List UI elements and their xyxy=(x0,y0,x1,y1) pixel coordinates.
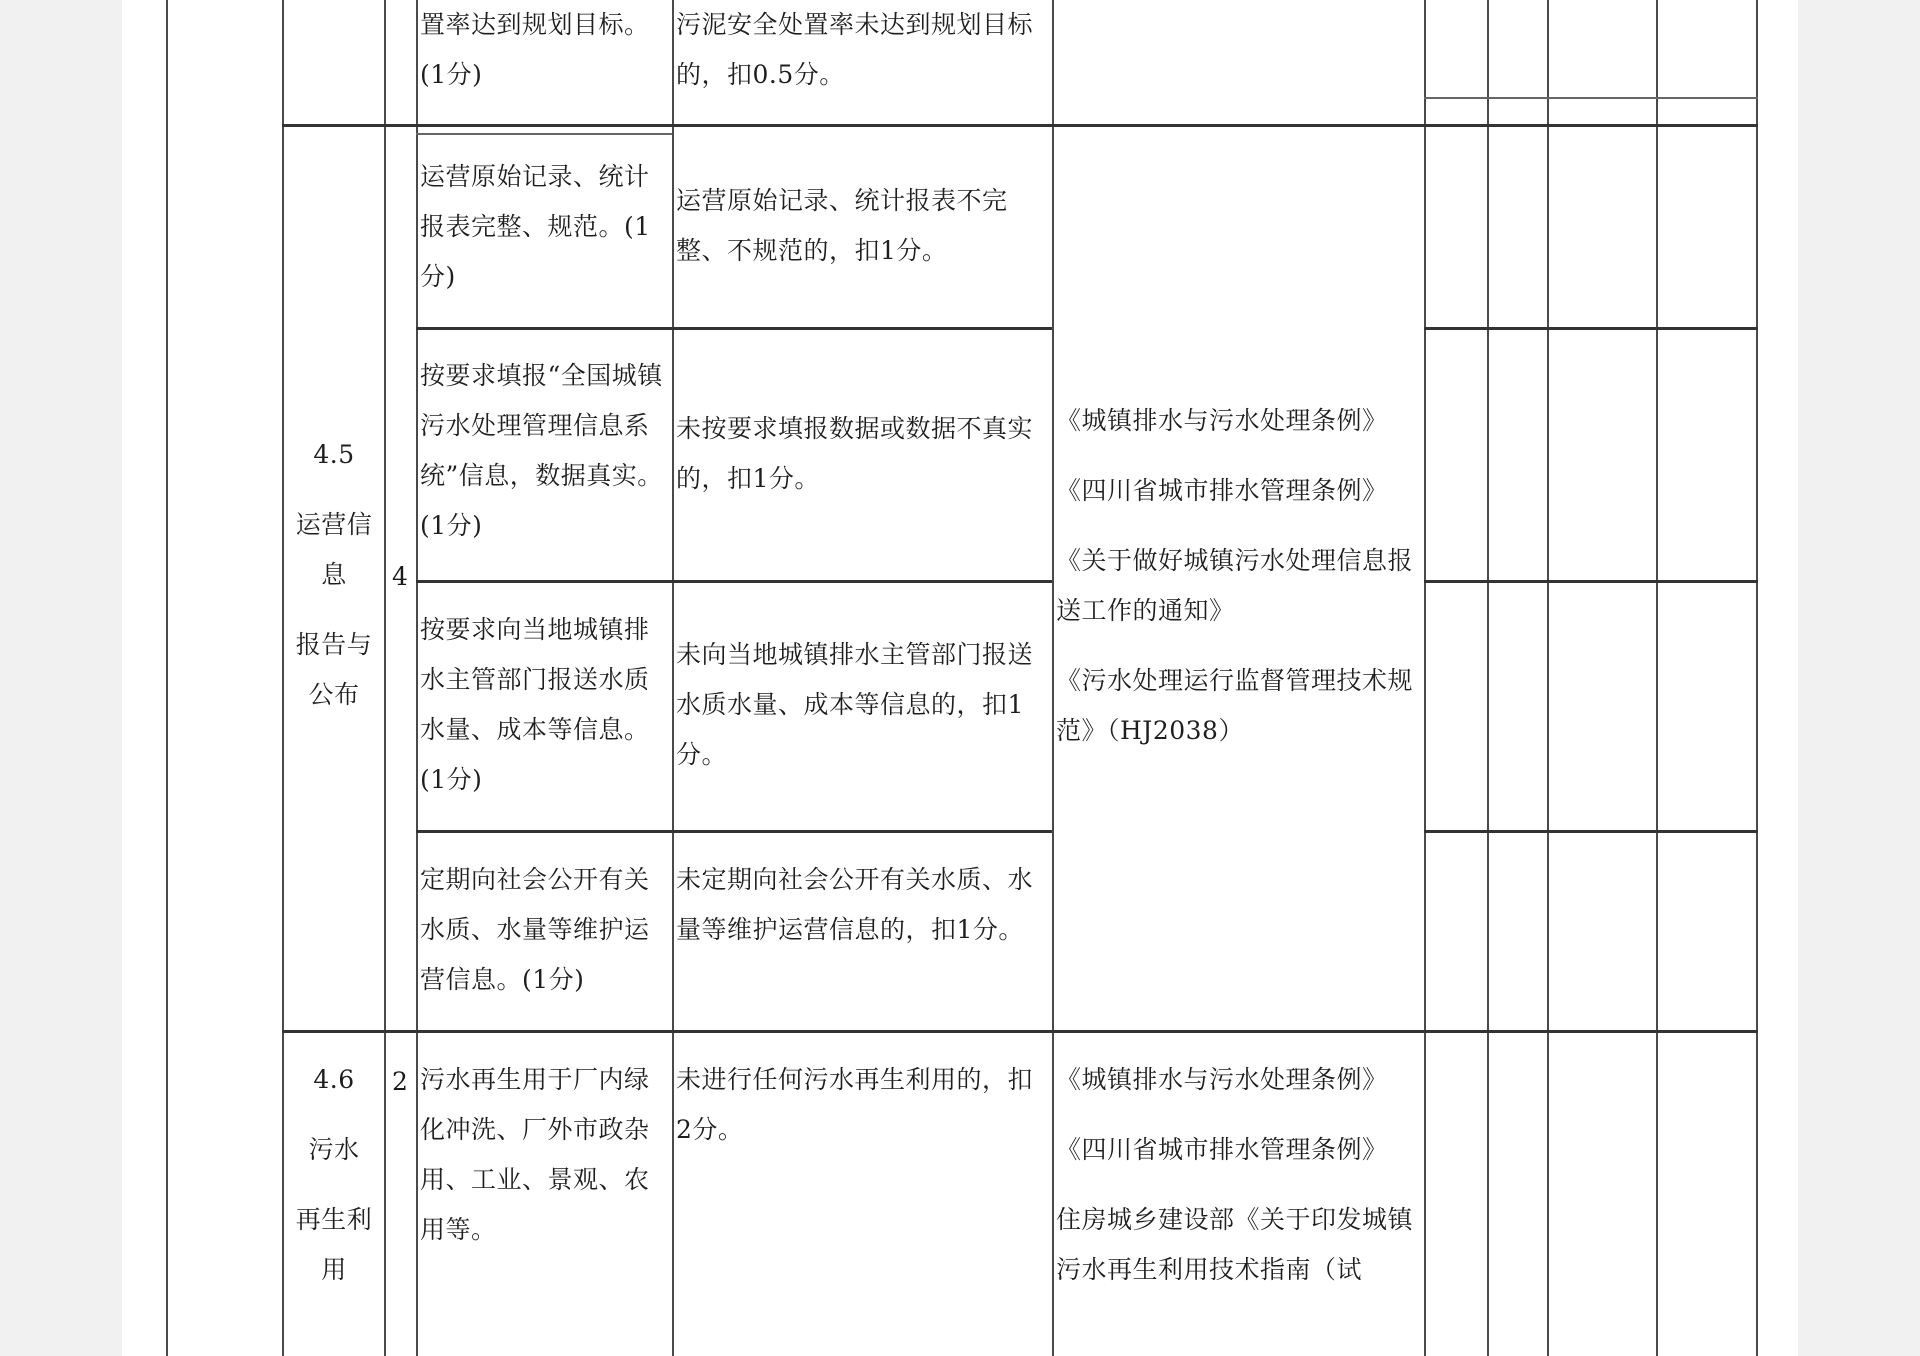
row-divider xyxy=(1424,580,1758,583)
basis-item: 《污水处理运行监督管理技术规范》（HJ2038） xyxy=(1056,666,1414,745)
table-col-divider xyxy=(1547,0,1549,1356)
table-col-divider xyxy=(282,0,284,1356)
basis-item: 《城镇排水与污水处理条例》 xyxy=(1056,1065,1388,1094)
section-46-deduction: 未进行任何污水再生利用的，扣2分。 xyxy=(676,1065,1034,1144)
section-45-item-1-standard: 运营原始记录、统计报表完整、规范。(1分) xyxy=(420,162,651,291)
table-col-divider xyxy=(1052,0,1054,1356)
section-45-title-line1: 运营信息 xyxy=(295,510,373,589)
row-divider xyxy=(416,327,1052,330)
basis-item: 《关于做好城镇污水处理信息报送工作的通知》 xyxy=(1056,546,1414,625)
section-46-score: 2 xyxy=(392,1067,408,1096)
basis-item: 《城镇排水与污水处理条例》 xyxy=(1056,406,1388,435)
top-row-deduction: 污泥安全处置率未达到规划目标的，扣0.5分。 xyxy=(676,10,1034,89)
basis-item: 《四川省城市排水管理条例》 xyxy=(1056,1135,1388,1164)
row-divider xyxy=(282,1030,1758,1033)
row-divider xyxy=(416,133,672,135)
table-col-divider xyxy=(1656,0,1658,1356)
section-45-title-line2: 报告与公布 xyxy=(295,630,373,709)
section-45-item-2-standard: 按要求填报“全国城镇污水处理管理信息系统”信息，数据真实。(1分) xyxy=(420,361,663,540)
table-col-divider xyxy=(1487,0,1489,1356)
row-divider xyxy=(1424,830,1758,833)
section-46-basis xyxy=(1056,1055,1418,1295)
row-divider xyxy=(416,830,1052,833)
table-col-divider xyxy=(672,0,674,1356)
section-46-standard: 污水再生用于厂内绿化冲洗、厂外市政杂用、工业、景观、农用等。 xyxy=(420,1065,650,1244)
section-45-item-4-deduction: 未定期向社会公开有关水质、水量等维护运营信息的，扣1分。 xyxy=(676,865,1034,944)
table-border-left xyxy=(166,0,168,1356)
basis-item: 住房城乡建设部《关于印发城镇污水再生利用技术指南（试 xyxy=(1056,1205,1414,1284)
section-45-score: 4 xyxy=(392,562,408,591)
section-46-title xyxy=(286,1055,382,1295)
row-divider xyxy=(282,124,1758,127)
basis-item: 《四川省城市排水管理条例》 xyxy=(1056,476,1388,505)
table-col-divider xyxy=(416,0,418,1356)
section-45-item-4-standard: 定期向社会公开有关水质、水量等维护运营信息。(1分) xyxy=(420,865,650,994)
section-46-title-line1: 污水 xyxy=(308,1135,360,1164)
section-45-item-3-standard: 按要求向当地城镇排水主管部门报送水质水量、成本等信息。(1分) xyxy=(420,615,650,794)
table-col-divider xyxy=(1424,0,1426,1356)
row-divider xyxy=(1424,97,1758,99)
table-col-divider xyxy=(384,0,386,1356)
section-46-number: 4.6 xyxy=(313,1065,355,1094)
section-45-item-1-deduction: 运营原始记录、统计报表不完整、不规范的，扣1分。 xyxy=(676,186,1008,265)
row-divider xyxy=(1424,327,1758,330)
section-45-item-2-deduction: 未按要求填报数据或数据不真实的，扣1分。 xyxy=(676,414,1034,493)
top-row-standard: 置率达到规划目标。(1分) xyxy=(420,10,650,89)
section-45-number: 4.5 xyxy=(313,440,355,469)
section-45-basis xyxy=(1056,396,1418,756)
row-divider xyxy=(416,580,1052,583)
section-45-title xyxy=(286,430,382,720)
table-border-right xyxy=(1756,0,1758,1356)
section-45-item-3-deduction: 未向当地城镇排水主管部门报送水质水量、成本等信息的，扣1分。 xyxy=(676,640,1034,769)
section-46-title-line2: 再生利用 xyxy=(295,1205,373,1284)
